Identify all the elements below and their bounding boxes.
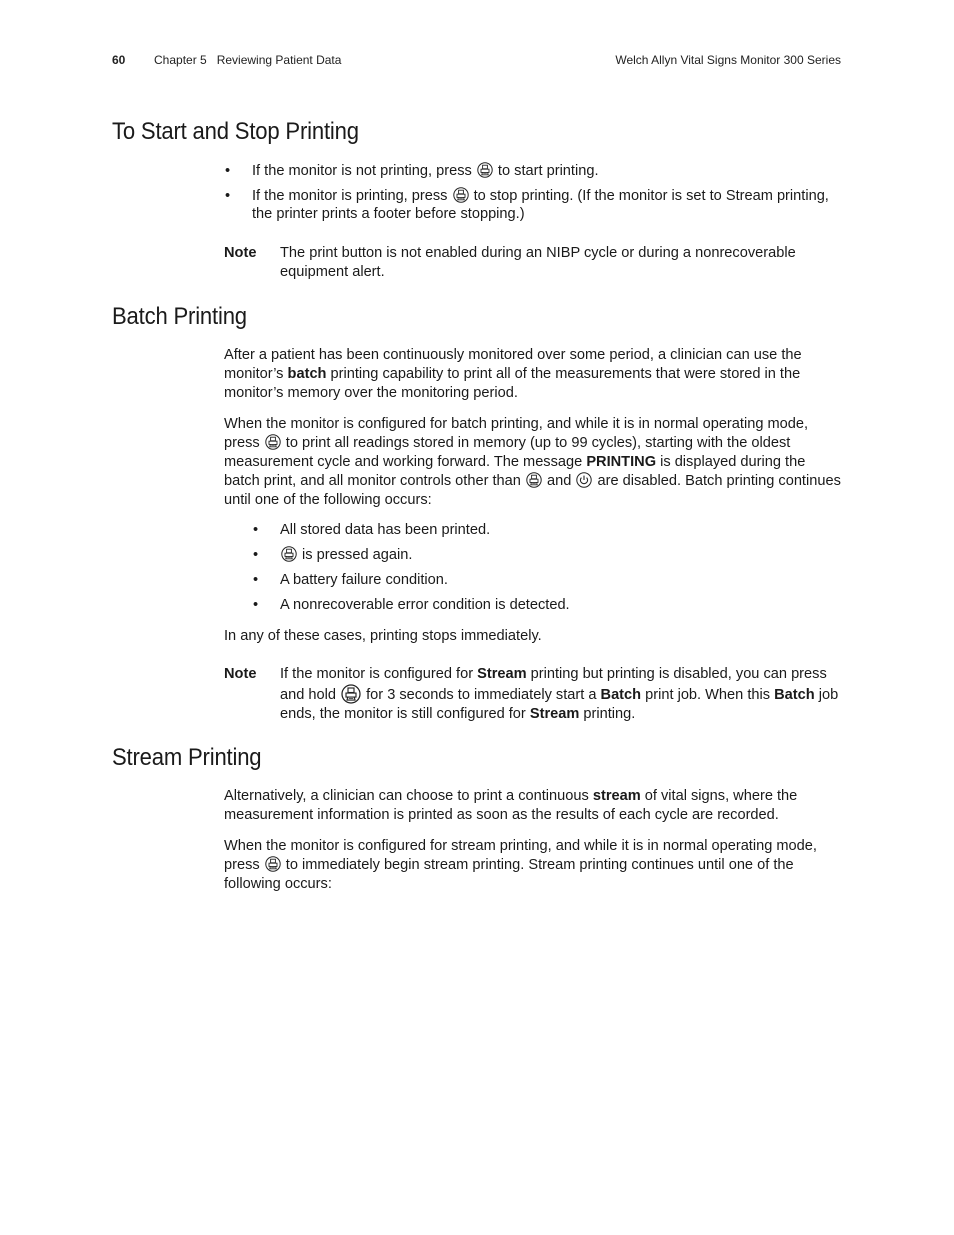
list-item: • If the monitor is printing, press to stop printing. (If the monitor is set to Stream printing, the printer prints a footer before stopping.) xyxy=(225,188,829,222)
stream-paragraph-1: Alternatively, a clinician can choose to print a continuous stream of vital signs, where the measurement information is printed as soon as the results of each cycle are recorded. xyxy=(224,788,798,823)
power-button-icon xyxy=(576,472,592,488)
chapter-title: Chapter 5 Reviewing Patient Data xyxy=(154,53,342,67)
list-item: • is pressed again. xyxy=(253,547,413,563)
note-text: If the monitor is configured for Stream printing but printing is disabled, you can press and hold for 3 seconds to immediately start a Batch print job. When this Batch job ends, the monitor is still configured for Stream printing. xyxy=(280,666,839,722)
list-item: • A nonrecoverable error condition is detected. xyxy=(253,597,570,613)
print-button-icon xyxy=(477,162,493,178)
batch-stop-conditions-list xyxy=(252,521,844,621)
print-button-icon xyxy=(265,856,281,872)
note-text: The print button is not enabled during an NIBP cycle or during a nonrecoverable equipment alert. xyxy=(280,245,796,280)
heading-stream-printing: Stream Printing xyxy=(112,744,262,771)
note-label: Note xyxy=(224,666,257,682)
note-print-button-disabled xyxy=(224,244,844,282)
batch-paragraph-3: In any of these cases, printing stops immediately. xyxy=(224,628,542,644)
heading-start-stop-printing: To Start and Stop Printing xyxy=(112,118,359,145)
list-item: • If the monitor is not printing, press to start printing. xyxy=(225,163,599,179)
print-button-icon xyxy=(265,434,281,450)
list-item: • All stored data has been printed. xyxy=(253,522,491,538)
page-number: 60 xyxy=(112,53,126,67)
note-label: Note xyxy=(224,245,257,261)
batch-paragraph-2: When the monitor is configured for batch printing, and while it is in normal operating mode, press to print all readings stored in memory (up to 99 cycles), starting with the oldest measurement cycle and working forward. The message PRINTING is displayed during the batch print, and all monitor controls other than and are disabled. Batch printing continues until one of the following occurs: xyxy=(224,416,841,508)
press-and-hold-print-icon xyxy=(341,684,361,704)
print-button-icon xyxy=(281,546,297,562)
book-title: Welch Allyn Vital Signs Monitor 300 Series xyxy=(615,53,841,67)
start-stop-bullet-list xyxy=(224,162,844,230)
list-item: • A battery failure condition. xyxy=(253,572,448,588)
note-batch-from-stream xyxy=(224,665,844,724)
stream-paragraph-2: When the monitor is configured for stream printing, and while it is in normal operating mode, press to immediately begin stream printing. Stream printing continues until one of the following occurs: xyxy=(224,838,817,892)
print-button-icon xyxy=(453,187,469,203)
page-header xyxy=(0,52,954,72)
print-button-icon xyxy=(526,472,542,488)
batch-paragraph-1: After a patient has been continuously monitored over some period, a clinician can use the monitor’s batch printing capability to print all of the measurements that were stored in the monitor’s memory over the monitoring period. xyxy=(224,347,802,401)
heading-batch-printing: Batch Printing xyxy=(112,303,247,330)
